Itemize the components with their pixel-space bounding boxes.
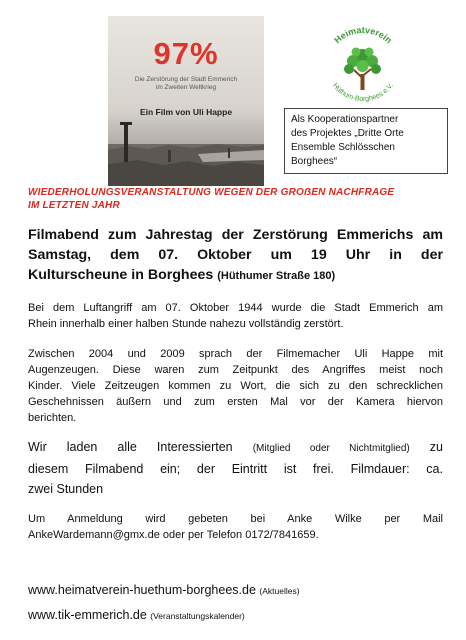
paragraph-registration [28, 511, 443, 543]
paragraph-raid [28, 300, 443, 332]
partner-line: Ensemble Schlösschen [291, 142, 395, 153]
headline-line2: Samstag, dem 07. Oktober um 19 Uhr in der [28, 247, 443, 263]
paragraph-interviews [28, 346, 443, 426]
paragraph-line: diesem Filmabend ein; der Eintritt ist frei. Filmdauer: ca. [28, 462, 443, 476]
headline-venue: Kulturscheune in Borghees [28, 267, 214, 283]
ruins-photo [108, 120, 264, 186]
paragraph-line [28, 437, 443, 459]
headline [28, 225, 443, 286]
film-poster [108, 16, 264, 186]
paragraph-line: Rhein innerhalb einer halben Stunde nahezu vollständig zerstört. [28, 318, 344, 330]
headline-line1: Filmabend zum Jahrestag der Zerstörung Emmerichs am [28, 227, 443, 243]
poster-author: Ein Film von Uli Happe [139, 107, 233, 117]
invite-members-note: (Mitglied oder Nichtmitglied) [252, 443, 410, 454]
poster-subtitle [108, 76, 264, 92]
website-link-heimatverein[interactable] [28, 583, 300, 597]
link-url[interactable]: www.tik-emmerich.de [28, 608, 147, 622]
repeat-notice [28, 186, 448, 212]
paragraph-line: Kinder. Viele Zeitzeugen kommen zu Wort, die sich zu den schrecklichen [28, 380, 443, 392]
headline-line3 [28, 265, 443, 286]
invite-text: Wir laden alle Interessierten [28, 440, 233, 454]
poster-subtitle-line1: Die Zerstörung der Stadt Emmerich [134, 76, 238, 83]
tree-icon [344, 48, 381, 91]
link-note: (Veranstaltungskalender) [150, 611, 245, 621]
paragraph-line: AnkeWardemann@gmx.de oder per Telefon 0172/7841659. [28, 529, 319, 541]
paragraph-line: Augenzeugen. Diese waren zum Zeitpunkt des Angriffes meist noch [28, 364, 443, 376]
paragraph-line: zwei Stunden [28, 482, 104, 496]
paragraph-line: Zwischen 2004 und 2009 sprach der Filmemacher Uli Happe mit [28, 348, 443, 360]
partner-box [284, 108, 448, 174]
paragraph-line: Um Anmeldung wird gebeten bei Anke Wilke per Mail [28, 513, 443, 525]
invite-text-end: zu [429, 440, 443, 454]
headline-address: (Hüthumer Straße 180) [217, 270, 336, 282]
logo-bottom-text: Hüthum-Borghees e.V. [331, 82, 395, 104]
paragraph-line: berichten. [28, 412, 77, 424]
partner-line: des Projektes „Dritte Orte [291, 128, 404, 139]
poster-percent: 97% [153, 36, 219, 71]
svg-text:Heimatverein [332, 25, 393, 45]
heimatverein-logo [316, 24, 410, 108]
website-link-tik[interactable] [28, 608, 245, 622]
link-note: (Aktuelles) [259, 586, 300, 596]
paragraph-line: Bei dem Luftangriff am 07. Oktober 1944 wurde die Stadt Emmerich am [28, 302, 443, 314]
notice-line2: IM LETZTEN JAHR [28, 200, 120, 211]
logo-top-text: Heimatverein [332, 24, 394, 46]
poster-subtitle-line2: im Zweiten Weltkrieg [155, 84, 217, 91]
notice-line1: WIEDERHOLUNGSVERANSTALTUNG WEGEN DER GROẞEN NACHFRAGE [28, 187, 395, 198]
partner-line: Als Kooperationspartner [291, 114, 399, 125]
paragraph-invitation [28, 437, 443, 499]
paragraph-line: Geschehnissen äußern und zum ersten Mal vor der Kamera hiervon [28, 396, 443, 408]
link-url[interactable]: www.heimatverein-huethum-borghees.de [28, 583, 256, 597]
partner-line: Borghees“ [291, 156, 338, 167]
